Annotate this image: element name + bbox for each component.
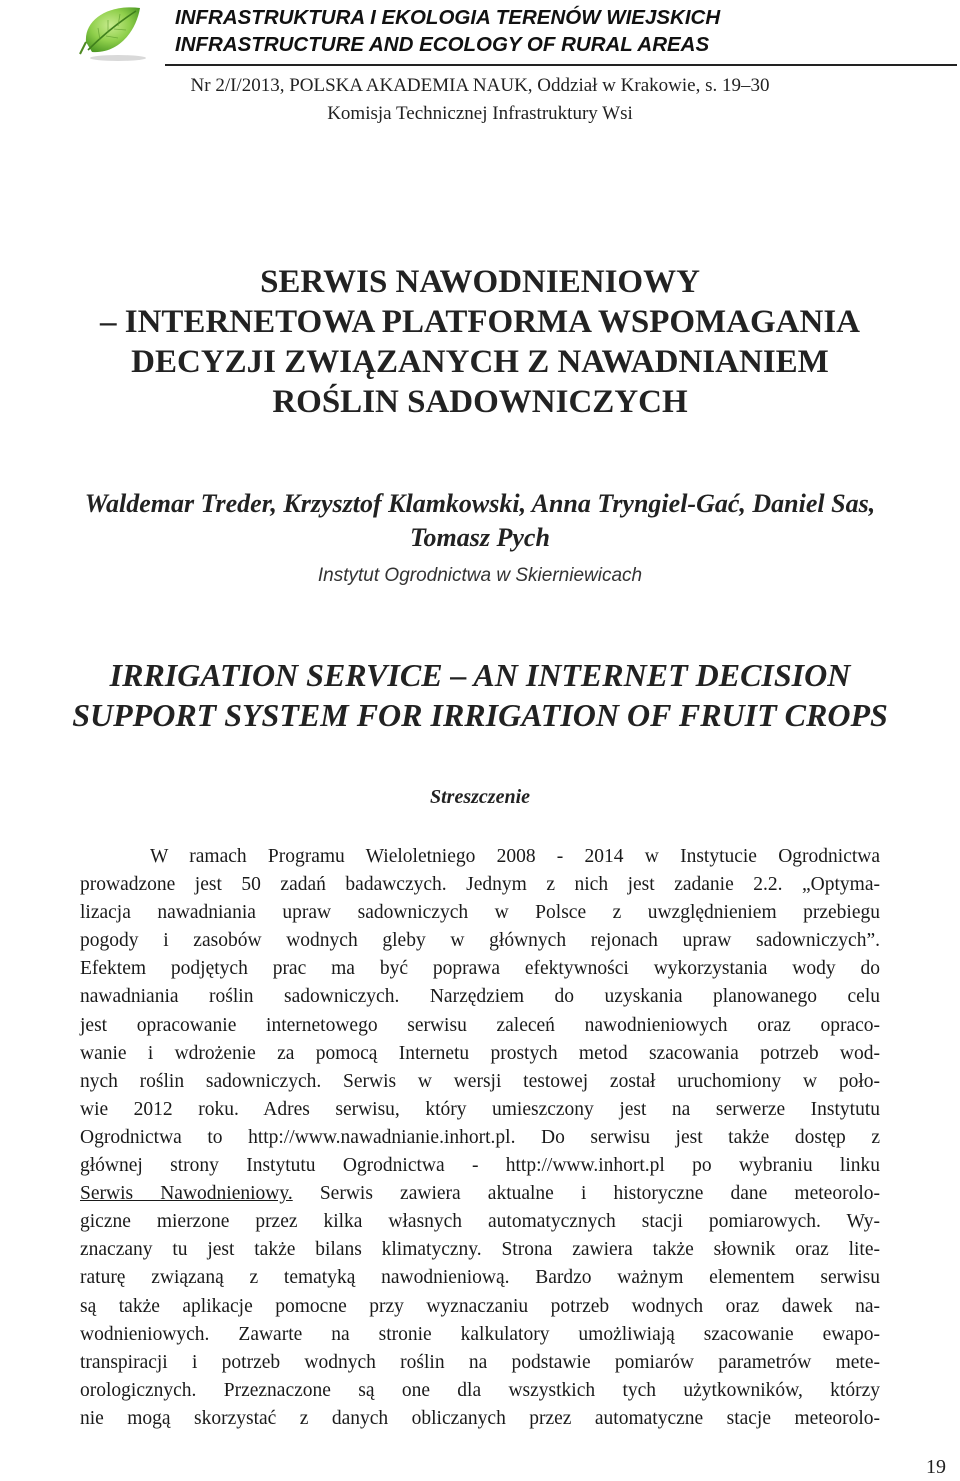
abstract-line: raturę związaną z tematyką nawodnieniową. Bardzo ważnym elementem serwisu	[80, 1267, 880, 1289]
abstract-line: pogody i zasobów wodnych gleby w głównych rejonach upraw sadowniczych”.	[80, 930, 880, 952]
abstract-line: wie 2012 roku. Adres serwisu, który umieszczony jest na serwerze Instytutu	[80, 1098, 880, 1120]
title-pl-line: – INTERNETOWA PLATFORMA WSPOMAGANIA	[100, 304, 860, 340]
abstract-line: W ramach Programu Wieloletniego 2008 - 2014 w Instytucie Ogrodnictwa	[150, 846, 880, 867]
abstract-line: orologicznych. Przeznaczone są one dla wszystkich tych użytkowników, którzy	[80, 1379, 880, 1401]
abstract-line: nawadniania roślin sadowniczych. Narzędziem do uzyskania planowanego celu	[80, 986, 880, 1008]
abstract-line: nych roślin sadowniczych. Serwis w wersji testowej został uruchomiony w poło-	[80, 1070, 880, 1092]
abstract-line: wanie i wdrożenie za pomocą Internetu prostych metod szacowania potrzeb wod-	[80, 1042, 880, 1064]
abstract-line-rest: Serwis zawiera aktualne i historyczne dane meteorolo-	[292, 1183, 880, 1205]
abstract-line: lizacja nawadniania upraw sadowniczych w Polsce z uwzględnieniem przebiegu	[80, 902, 880, 924]
journal-title	[175, 4, 720, 58]
journal-title-pl: INFRASTRUKTURA I EKOLOGIA TERENÓW WIEJSKICH	[175, 6, 721, 29]
title-en-line: SUPPORT SYSTEM FOR IRRIGATION OF FRUIT CROPS	[72, 697, 888, 733]
title-pl-line: SERWIS NAWODNIENIOWY	[260, 264, 700, 300]
header-rule	[165, 64, 957, 66]
serwis-nawodnieniowy-link[interactable]: Serwis Nawodnieniowy.	[80, 1183, 293, 1205]
abstract-line: jest opracowanie internetowego serwisu zaleceń nawodnieniowych oraz opraco-	[80, 1014, 880, 1036]
abstract-line: wodnieniowych. Zawarte na stronie kalkulatory umożliwiają szacowanie ewapo-	[80, 1323, 880, 1345]
authors-line-1: Waldemar Treder, Krzysztof Klamkowski, Anna Tryngiel-Gać, Daniel Sas,	[84, 489, 876, 518]
abstract-line: głównej strony Instytutu Ogrodnictwa - http://www.inhort.pl po wybraniu linku	[80, 1155, 880, 1177]
abstract-line: nie mogą skorzystać z danych obliczanych przez automatyczne stacje meteorolo-	[80, 1407, 880, 1429]
abstract-line: Ogrodnictwa to http://www.nawadnianie.inhort.pl. Do serwisu jest także dostęp z	[80, 1126, 880, 1148]
abstract-line: giczne mierzone przez kilka własnych automatycznych stacji pomiarowych. Wy-	[80, 1211, 880, 1233]
title-en-line: IRRIGATION SERVICE – AN INTERNET DECISION	[109, 657, 851, 693]
leaf-logo-icon	[78, 2, 160, 62]
issue-line-1: Nr 2/I/2013, POLSKA AKADEMIA NAUK, Oddział w Krakowie, s. 19–30	[190, 75, 770, 96]
abstract-line: transpiracji i potrzeb wodnych roślin na podstawie pomiarów parametrów mete-	[80, 1351, 880, 1373]
issue-line-2: Komisja Technicznej Infrastruktury Wsi	[327, 103, 633, 124]
page-number: 19	[926, 1456, 946, 1478]
abstract-line: Efektem podjętych prac ma być poprawa efektywności wykorzystania wody do	[80, 958, 880, 980]
authors-line-2: Tomasz Pych	[410, 523, 550, 552]
journal-title-en: INFRASTRUCTURE AND ECOLOGY OF RURAL AREAS	[175, 33, 710, 56]
issue-info	[0, 72, 960, 128]
authors	[0, 487, 960, 555]
title-polish	[0, 262, 960, 422]
abstract-line-with-link	[80, 1180, 880, 1208]
abstract-body	[80, 843, 880, 1433]
abstract-line: prowadzone jest 50 zadań badawczych. Jednym z nich jest zadanie 2.2. „Optyma-	[80, 874, 880, 896]
journal-header	[0, 0, 960, 70]
affiliation: Instytut Ogrodnictwa w Skierniewicach	[317, 565, 643, 586]
abstract-line: są także aplikacje pomocne przy wyznaczaniu potrzeb wodnych oraz dawek na-	[80, 1295, 880, 1317]
title-pl-line: DECYZJI ZWIĄZANYCH Z NAWADNIANIEM	[131, 344, 829, 380]
title-english	[0, 655, 960, 735]
abstract-line: znaczany tu jest także bilans klimatyczny. Strona zawiera także słownik oraz lite-	[80, 1239, 880, 1261]
abstract-heading: Streszczenie	[430, 786, 530, 808]
title-pl-line: ROŚLIN SADOWNICZYCH	[272, 384, 688, 420]
